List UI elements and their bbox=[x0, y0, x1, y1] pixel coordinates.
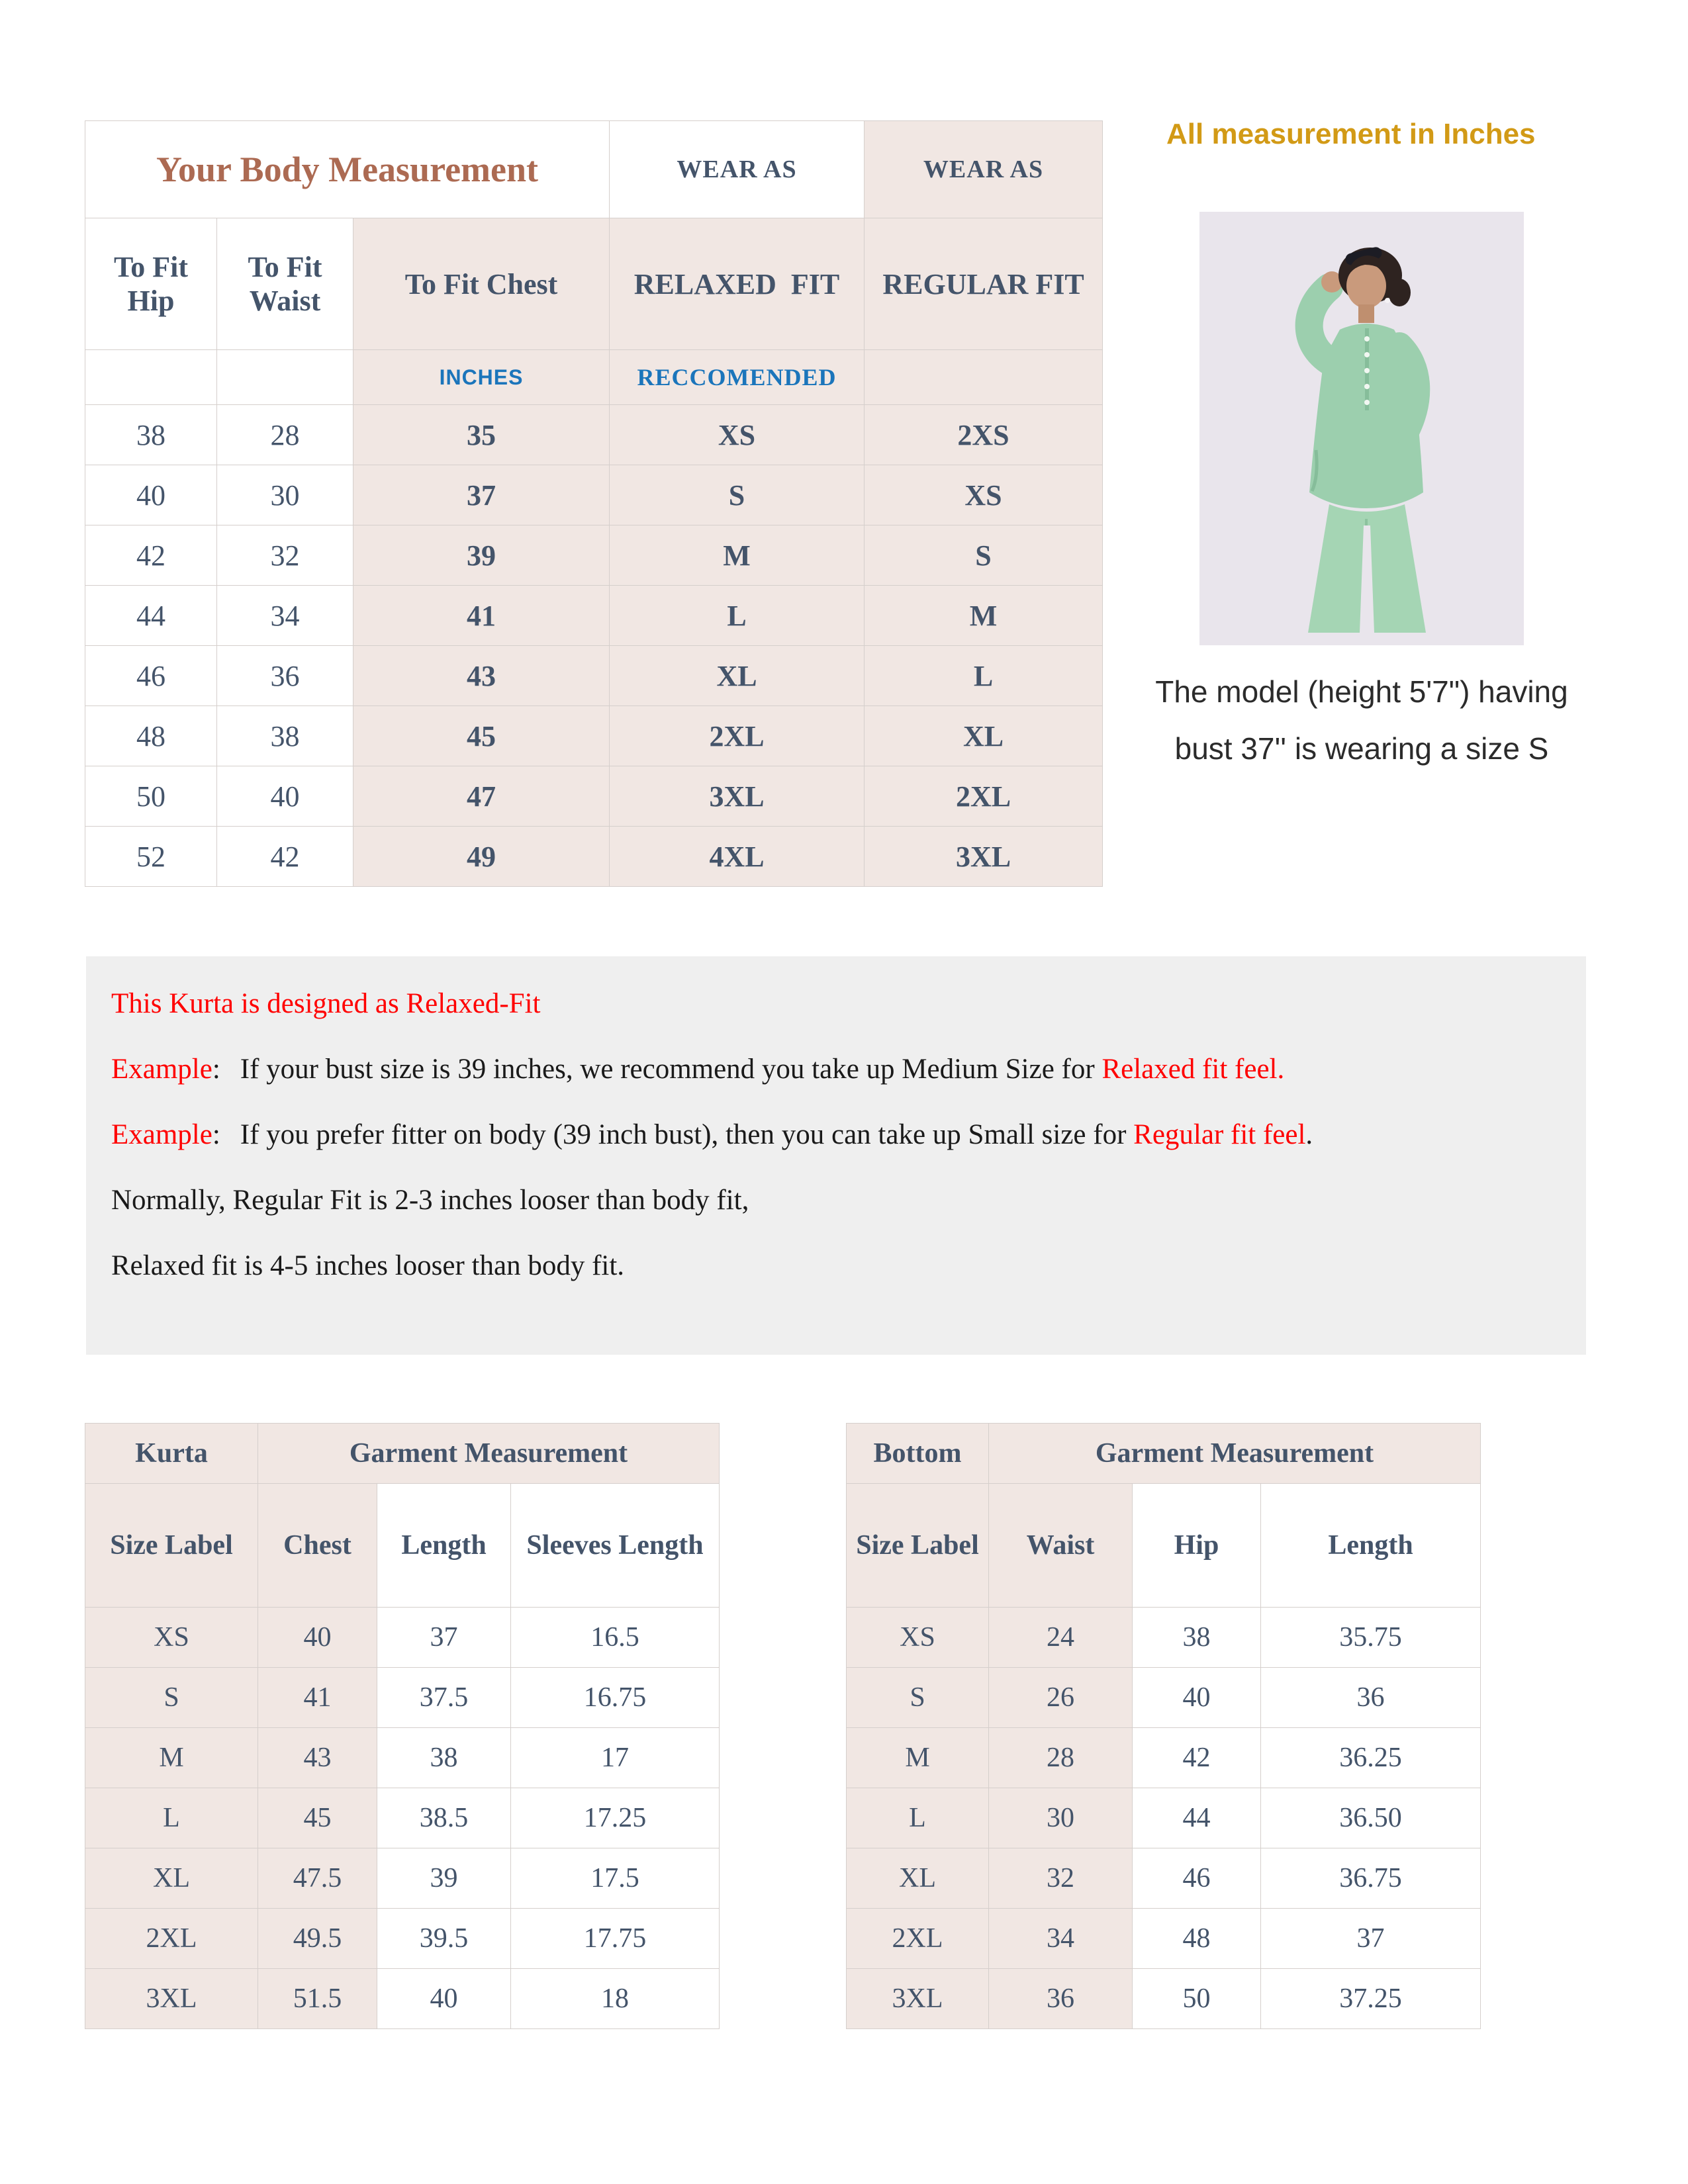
table-row bbox=[85, 646, 1103, 706]
table-cell: 17.75 bbox=[511, 1909, 720, 1969]
empty-cell bbox=[217, 350, 353, 405]
table-cell: S bbox=[865, 525, 1103, 586]
table-cell: 35.75 bbox=[1261, 1608, 1481, 1668]
column-header-chest: To Fit Chest bbox=[353, 218, 610, 350]
table-cell: M bbox=[85, 1728, 258, 1788]
table-cell: S bbox=[610, 465, 865, 525]
table-cell: 2XL bbox=[847, 1909, 989, 1969]
fit-info-box bbox=[86, 956, 1586, 1355]
table-cell: L bbox=[85, 1788, 258, 1848]
table-cell: 3XL bbox=[847, 1969, 989, 2029]
table-cell: 48 bbox=[1133, 1909, 1261, 1969]
table-cell: 36.25 bbox=[1261, 1728, 1481, 1788]
column-header-size-label: Size Label bbox=[85, 1484, 258, 1608]
column-header-hip: To Fit Hip bbox=[85, 218, 217, 350]
table-cell: 16.5 bbox=[511, 1608, 720, 1668]
model-caption-line1: The model (height 5'7") having bbox=[1155, 674, 1568, 709]
table-row bbox=[85, 1424, 720, 1484]
table-cell: 37.25 bbox=[1261, 1969, 1481, 2029]
table-cell: 30 bbox=[217, 465, 353, 525]
table-row bbox=[847, 1848, 1481, 1909]
table-cell: 37 bbox=[377, 1608, 511, 1668]
column-header-waist: Waist bbox=[989, 1484, 1133, 1608]
table-cell: XL bbox=[610, 646, 865, 706]
table-cell: 36.50 bbox=[1261, 1788, 1481, 1848]
table-row bbox=[85, 1728, 720, 1788]
table-cell: 45 bbox=[258, 1788, 377, 1848]
table-row bbox=[85, 218, 1103, 350]
kurta-garment-table bbox=[85, 1423, 720, 2029]
table-row bbox=[847, 1969, 1481, 2029]
example-1-highlight: Relaxed fit feel. bbox=[1102, 1054, 1285, 1085]
table-cell: XS bbox=[610, 405, 865, 465]
table-row bbox=[85, 525, 1103, 586]
info-note-relaxed: Relaxed fit is 4-5 inches looser than body fit. bbox=[111, 1250, 625, 1281]
table-cell: 36 bbox=[217, 646, 353, 706]
info-example-1: Example: If your bust size is 39 inches, we recommend you take up Medium Size for Relaxed fit feel. bbox=[111, 1054, 1285, 1085]
table-row bbox=[85, 766, 1103, 827]
column-header-length: Length bbox=[1261, 1484, 1481, 1608]
column-header-size-label: Size Label bbox=[847, 1484, 989, 1608]
table-cell: 40 bbox=[258, 1608, 377, 1668]
table-row bbox=[85, 350, 1103, 405]
table-cell: 38 bbox=[85, 405, 217, 465]
table-row bbox=[847, 1484, 1481, 1608]
table-cell: 47.5 bbox=[258, 1848, 377, 1909]
empty-cell bbox=[85, 350, 217, 405]
table-cell: 37 bbox=[1261, 1909, 1481, 1969]
body-table-title: Your Body Measurement bbox=[85, 121, 610, 218]
example-label: Example bbox=[111, 1054, 212, 1085]
table-cell: 37.5 bbox=[377, 1668, 511, 1728]
table-cell: 42 bbox=[217, 827, 353, 887]
bottom-garment-table bbox=[846, 1423, 1481, 2029]
wear-as-regular-header: WEAR AS bbox=[865, 121, 1103, 218]
table-cell: 41 bbox=[258, 1668, 377, 1728]
table-row bbox=[847, 1728, 1481, 1788]
table-cell: 36 bbox=[989, 1969, 1133, 2029]
table-cell: 44 bbox=[85, 586, 217, 646]
table-cell: L bbox=[847, 1788, 989, 1848]
table-cell: 37 bbox=[353, 465, 610, 525]
table-cell: 50 bbox=[1133, 1969, 1261, 2029]
table-cell: S bbox=[847, 1668, 989, 1728]
table-cell: 51.5 bbox=[258, 1969, 377, 2029]
table-cell: 24 bbox=[989, 1608, 1133, 1668]
table-cell: 34 bbox=[217, 586, 353, 646]
table-cell: 3XL bbox=[85, 1969, 258, 2029]
table-cell: 38 bbox=[217, 706, 353, 766]
table-cell: 49.5 bbox=[258, 1909, 377, 1969]
table-cell: 45 bbox=[353, 706, 610, 766]
table-cell: 18 bbox=[511, 1969, 720, 2029]
table-cell: 32 bbox=[989, 1848, 1133, 1909]
table-cell: 17.25 bbox=[511, 1788, 720, 1848]
table-row bbox=[847, 1424, 1481, 1484]
table-row bbox=[847, 1788, 1481, 1848]
body-measurement-table bbox=[85, 120, 1103, 887]
table-cell: M bbox=[865, 586, 1103, 646]
table-row bbox=[85, 405, 1103, 465]
table-cell: 3XL bbox=[610, 766, 865, 827]
table-cell: 52 bbox=[85, 827, 217, 887]
table-cell: 38.5 bbox=[377, 1788, 511, 1848]
table-cell: L bbox=[865, 646, 1103, 706]
table-row bbox=[85, 586, 1103, 646]
table-cell: 30 bbox=[989, 1788, 1133, 1848]
table-row bbox=[85, 827, 1103, 887]
table-cell: 39 bbox=[353, 525, 610, 586]
all-measurement-note: All measurement in Inches bbox=[1166, 118, 1536, 150]
kurta-garment-measurement-header: Garment Measurement bbox=[258, 1424, 720, 1484]
column-header-relaxed-fit: RELAXED FIT bbox=[610, 218, 865, 350]
example-label: Example bbox=[111, 1119, 212, 1150]
table-cell: 44 bbox=[1133, 1788, 1261, 1848]
table-cell: 2XL bbox=[610, 706, 865, 766]
table-row bbox=[85, 1909, 720, 1969]
table-cell: 46 bbox=[85, 646, 217, 706]
model-photo bbox=[1199, 212, 1524, 645]
table-row bbox=[85, 1608, 720, 1668]
column-header-waist: To Fit Waist bbox=[217, 218, 353, 350]
table-cell: 36 bbox=[1261, 1668, 1481, 1728]
table-cell: 48 bbox=[85, 706, 217, 766]
example-2-highlight: Regular fit feel bbox=[1133, 1119, 1306, 1150]
table-cell: 26 bbox=[989, 1668, 1133, 1728]
table-cell: XS bbox=[847, 1608, 989, 1668]
table-row bbox=[85, 121, 1103, 218]
table-cell: 36.75 bbox=[1261, 1848, 1481, 1909]
table-cell: L bbox=[610, 586, 865, 646]
table-cell: 43 bbox=[353, 646, 610, 706]
table-cell: 42 bbox=[1133, 1728, 1261, 1788]
table-cell: 38 bbox=[1133, 1608, 1261, 1668]
model-caption-line2: bust 37'' is wearing a size S bbox=[1174, 731, 1549, 766]
table-cell: 39.5 bbox=[377, 1909, 511, 1969]
column-header-chest: Chest bbox=[258, 1484, 377, 1608]
table-row bbox=[847, 1668, 1481, 1728]
table-cell: 40 bbox=[1133, 1668, 1261, 1728]
example-2-text: If you prefer fitter on body (39 inch bust), then you can take up Small size for bbox=[240, 1119, 1134, 1150]
table-cell: 40 bbox=[377, 1969, 511, 2029]
column-header-hip: Hip bbox=[1133, 1484, 1261, 1608]
kurta-table-name: Kurta bbox=[85, 1424, 258, 1484]
table-cell: 50 bbox=[85, 766, 217, 827]
table-cell: 34 bbox=[989, 1909, 1133, 1969]
info-example-2: Example: If you prefer fitter on body (39 inch bust), then you can take up Small size for Regular fit feel. bbox=[111, 1119, 1313, 1150]
info-title: This Kurta is designed as Relaxed-Fit bbox=[111, 988, 541, 1019]
table-cell: XL bbox=[85, 1848, 258, 1909]
table-cell: 17.5 bbox=[511, 1848, 720, 1909]
recommended-label: RECCOMENDED bbox=[610, 350, 865, 405]
table-row bbox=[85, 1788, 720, 1848]
inches-label: INCHES bbox=[353, 350, 610, 405]
table-cell: 2XL bbox=[865, 766, 1103, 827]
table-cell: XS bbox=[85, 1608, 258, 1668]
table-cell: S bbox=[85, 1668, 258, 1728]
table-cell: 2XS bbox=[865, 405, 1103, 465]
column-header-sleeves-length: Sleeves Length bbox=[511, 1484, 720, 1608]
model-caption bbox=[1133, 663, 1590, 777]
column-header-regular-fit: REGULAR FIT bbox=[865, 218, 1103, 350]
table-cell: 47 bbox=[353, 766, 610, 827]
table-row bbox=[85, 1668, 720, 1728]
example-1-text: If your bust size is 39 inches, we recommend you take up Medium Size for bbox=[240, 1054, 1102, 1085]
table-cell: 46 bbox=[1133, 1848, 1261, 1909]
table-row bbox=[85, 1848, 720, 1909]
table-cell: 39 bbox=[377, 1848, 511, 1909]
table-cell: 38 bbox=[377, 1728, 511, 1788]
table-row bbox=[85, 1484, 720, 1608]
table-cell: XL bbox=[865, 706, 1103, 766]
table-cell: 4XL bbox=[610, 827, 865, 887]
table-cell: 35 bbox=[353, 405, 610, 465]
info-note-regular: Normally, Regular Fit is 2-3 inches looser than body fit, bbox=[111, 1185, 749, 1216]
bottom-garment-measurement-header: Garment Measurement bbox=[989, 1424, 1481, 1484]
table-cell: 28 bbox=[217, 405, 353, 465]
table-cell: 2XL bbox=[85, 1909, 258, 1969]
table-cell: 42 bbox=[85, 525, 217, 586]
table-cell: 43 bbox=[258, 1728, 377, 1788]
empty-cell bbox=[865, 350, 1103, 405]
wear-as-relaxed-header: WEAR AS bbox=[610, 121, 865, 218]
table-cell: 3XL bbox=[865, 827, 1103, 887]
table-row bbox=[847, 1909, 1481, 1969]
table-cell: 28 bbox=[989, 1728, 1133, 1788]
table-cell: 17 bbox=[511, 1728, 720, 1788]
column-header-length: Length bbox=[377, 1484, 511, 1608]
bottom-table-name: Bottom bbox=[847, 1424, 989, 1484]
table-cell: M bbox=[847, 1728, 989, 1788]
table-row bbox=[85, 465, 1103, 525]
table-cell: 40 bbox=[217, 766, 353, 827]
table-cell: 32 bbox=[217, 525, 353, 586]
table-cell: 16.75 bbox=[511, 1668, 720, 1728]
table-cell: XL bbox=[847, 1848, 989, 1909]
table-cell: 49 bbox=[353, 827, 610, 887]
table-cell: XS bbox=[865, 465, 1103, 525]
table-row bbox=[85, 1969, 720, 2029]
model-photo-illustration bbox=[1199, 212, 1524, 645]
table-cell: 40 bbox=[85, 465, 217, 525]
table-cell: 41 bbox=[353, 586, 610, 646]
table-row bbox=[85, 706, 1103, 766]
table-cell: M bbox=[610, 525, 865, 586]
table-row bbox=[847, 1608, 1481, 1668]
